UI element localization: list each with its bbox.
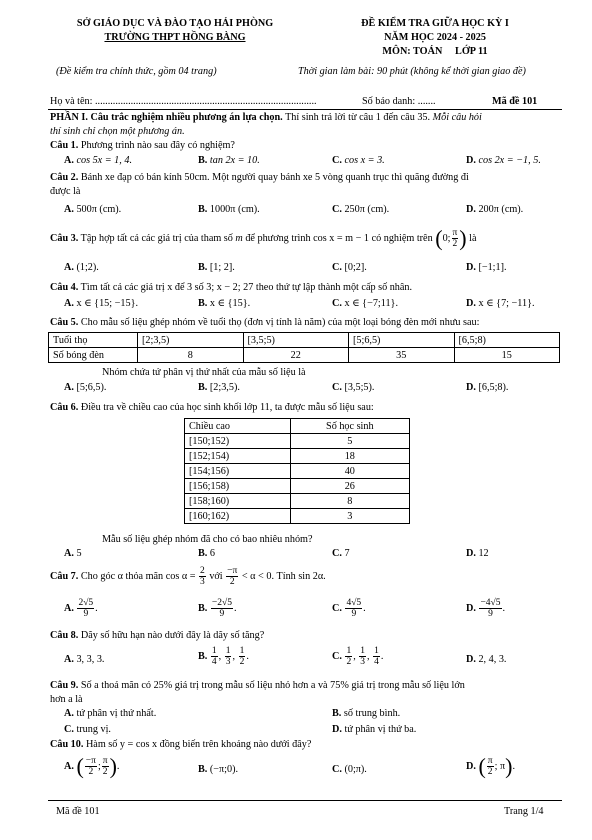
q1-text: Phương trình nào sau đây có nghiệm? — [78, 140, 235, 151]
table-row: [152;154) 18 — [185, 449, 410, 464]
sbd-field: Số báo danh: ....... — [362, 96, 436, 107]
footer-exam-code: Mã đề 101 — [56, 806, 100, 817]
table-row: Số bóng đèn 8 22 35 15 — [49, 348, 560, 363]
q5-option-d[interactable]: D. [6,5;8). — [466, 382, 509, 393]
q7-option-c[interactable]: C. $\frac{4√5}{9}$ . — [332, 598, 366, 619]
q3-option-b[interactable]: B. [1; 2]. — [198, 262, 235, 273]
table-row: [150;152) 5 — [185, 434, 410, 449]
q8-label: Câu 8. — [50, 630, 79, 641]
question-7: Câu 7. Cho góc α thỏa mãn cos α = $\frac{2}{3}$ với $\frac{-\pi}{2}$ < α < 0. Tính sin 2α. — [50, 566, 326, 587]
q10-option-a[interactable]: A. ( $\frac{-\pi}{2}$ ; $\frac{\pi}{2}$ ). — [64, 753, 120, 779]
q9-option-c[interactable]: C. trung vị. — [64, 724, 111, 735]
q6-option-d[interactable]: D. 12 — [466, 548, 489, 559]
part1-intro — [50, 112, 482, 123]
q10-label: Câu 10. — [50, 739, 84, 750]
q4-option-d[interactable]: D. x ∈ {7; −11}. — [466, 298, 535, 309]
q9-text: Số a thoả mãn có 25% giá trị trong mẫu số liệu nhỏ hơn a và 75% giá trị trong mẫu số liệu lớn — [78, 680, 465, 691]
q9-option-d[interactable]: D. tứ phân vị thứ ba. — [332, 724, 417, 735]
q2-option-a[interactable]: A. 500π (cm). — [64, 204, 122, 215]
q10-text: Hàm số y = cos x đồng biến trên khoảng nào dưới đây? — [83, 739, 312, 750]
q5-text: Cho mẫu số liệu ghép nhóm về tuổi thọ (đơn vị tính là năm) của một loại bóng đèn mới nhưu sau: — [78, 317, 480, 328]
question-1 — [50, 140, 235, 151]
q3-option-d[interactable]: D. [−1;1]. — [466, 262, 507, 273]
q5-option-c[interactable]: C. [3,5;5). — [332, 382, 375, 393]
q3-fraction: $\frac{\pi}{2}$ — [452, 228, 458, 249]
question-3: Câu 3. Tập hợp tất cả các giá trị của tham số m để phương trình cos x = m − 1 có nghiệm trên (0; $\frac{\pi}{2}$ ) là — [50, 225, 477, 251]
q4-option-b[interactable]: B. x ∈ {15}. — [198, 298, 251, 309]
q7-option-a[interactable]: A. $\frac{2√5}{9}$ . — [64, 598, 98, 619]
q5-option-a[interactable]: A. [5;6,5). — [64, 382, 107, 393]
question-9 — [50, 680, 465, 691]
q8-option-b[interactable]: B. $\frac{1}{4}$ , $\frac{1}{3}$ , $\frac{1}{2}$ . — [198, 646, 249, 667]
q8-text: Dãy số hữu hạn nào dưới đây là dãy số tăng? — [78, 630, 265, 641]
question-10 — [50, 739, 311, 750]
q5-option-b[interactable]: B. [2;3,5). — [198, 382, 240, 393]
table-row: [158;160) 8 — [185, 494, 410, 509]
part1-desc-line2: thí sinh chỉ chọn một phương án. — [50, 126, 185, 137]
question-6 — [50, 402, 374, 413]
q3-option-a[interactable]: A. (1;2). — [64, 262, 99, 273]
q6-prompt: Mẫu số liệu ghép nhóm đã cho có bao nhiêu nhóm? — [102, 534, 313, 545]
q4-label: Câu 4. — [50, 282, 79, 293]
part1-desc-italic: Mỗi câu hỏi — [430, 112, 482, 123]
q3-label: Câu 3. — [50, 232, 79, 244]
page-number: Trang 1/4 — [504, 806, 544, 817]
school-year: NĂM HỌC 2024 - 2025 — [384, 32, 486, 43]
q1-option-a[interactable]: A. cos 5x = 1, 4. — [64, 155, 132, 166]
q6-label: Câu 6. — [50, 402, 79, 413]
height-table — [184, 418, 410, 524]
exam-title: ĐỀ KIỂM TRA GIỮA HỌC KỲ I — [361, 18, 509, 29]
footer-divider — [48, 800, 562, 801]
q6-option-c[interactable]: C. 7 — [332, 548, 350, 559]
question-2 — [50, 172, 469, 183]
q10-option-b[interactable]: B. (−π;0). — [198, 764, 239, 775]
question-5 — [50, 317, 479, 328]
table-row: [160;162) 3 — [185, 509, 410, 524]
part1-desc: Thí sinh trả lời từ câu 1 đến câu 35. — [282, 112, 431, 123]
exam-code: Mã đề 101 — [492, 96, 538, 107]
q9-label: Câu 9. — [50, 680, 79, 691]
q7-option-d[interactable]: D. $\frac{-4√5}{9}$ . — [466, 598, 506, 619]
q4-text: Tìm tất cả các giá trị x để 3 số 3; x − 2; 27 theo thứ tự lập thành một cấp số nhân. — [78, 282, 413, 293]
q2-option-c[interactable]: C. 250π (cm). — [332, 204, 390, 215]
q8-option-d[interactable]: D. 2, 4, 3. — [466, 654, 507, 665]
q2-option-b[interactable]: B. 1000π (cm). — [198, 204, 260, 215]
q5-prompt: Nhóm chứa tứ phân vị thứ nhất của mẫu số liệu là — [102, 367, 306, 378]
q3-option-c[interactable]: C. [0;2]. — [332, 262, 367, 273]
q1-option-d[interactable]: D. cos 2x = −1, 5. — [466, 155, 541, 166]
q10-option-c[interactable]: C. (0;π). — [332, 764, 367, 775]
q2-label: Câu 2. — [50, 172, 79, 183]
q9-option-a[interactable]: A. tứ phân vị thứ nhất. — [64, 708, 157, 719]
q10-option-d[interactable]: D. ( $\frac{\pi}{2}$ ; π). — [466, 753, 515, 779]
table-header: Chiều cao Số học sinh — [185, 419, 410, 434]
part1-title: PHẦN I. Câu trắc nghiệm nhiều phương án lựa chọn. — [50, 112, 283, 123]
time-note: Thời gian làm bài: 90 phút (không kể thời gian giao đề) — [298, 66, 526, 77]
name-field: Họ và tên: ....................................................................................... — [50, 96, 317, 107]
school-name: TRƯỜNG THPT HỒNG BÀNG — [104, 32, 246, 43]
q4-option-c[interactable]: C. x ∈ {−7;11}. — [332, 298, 398, 309]
official-note: (Đề kiểm tra chính thức, gồm 04 trang) — [56, 66, 217, 77]
q7-label: Câu 7. — [50, 570, 79, 582]
q2-text-line2: được là — [50, 186, 81, 197]
table-row: [156;158) 26 — [185, 479, 410, 494]
q6-option-b[interactable]: B. 6 — [198, 548, 215, 559]
lifespan-table — [48, 332, 560, 363]
table-row: [154;156) 40 — [185, 464, 410, 479]
q1-option-c[interactable]: C. cos x = 3. — [332, 155, 385, 166]
q1-option-b[interactable]: B. tan 2x = 10. — [198, 155, 260, 166]
q8-option-c[interactable]: C. $\frac{1}{2}$ , $\frac{1}{3}$ , $\frac{1}{4}$ . — [332, 646, 384, 667]
q9-option-b[interactable]: B. số trung bình. — [332, 708, 401, 719]
q5-label: Câu 5. — [50, 317, 79, 328]
q2-option-d[interactable]: D. 200π (cm). — [466, 204, 524, 215]
department-name: SỞ GIÁO DỤC VÀ ĐÀO TẠO HẢI PHÒNG — [76, 18, 274, 29]
header-divider — [48, 109, 562, 110]
q4-option-a[interactable]: A. x ∈ {15; −15}. — [64, 298, 139, 309]
q9-text-line2: hơn a là — [50, 694, 83, 705]
q7-option-b[interactable]: B. $\frac{-2√5}{9}$ . — [198, 598, 237, 619]
question-4 — [50, 282, 412, 293]
question-8 — [50, 630, 264, 641]
q2-text: Bánh xe đạp có bán kính 50cm. Một người quay bánh xe 5 vòng quanh trục thì quãng đường đi — [78, 172, 469, 183]
subject-grade: MÔN: TOÁN LỚP 11 — [382, 46, 488, 57]
q6-text: Điều tra về chiều cao của học sinh khối lớp 11, ta được mẫu số liệu sau: — [78, 402, 374, 413]
q6-option-a[interactable]: A. 5 — [64, 548, 82, 559]
q8-option-a[interactable]: A. 3, 3, 3. — [64, 654, 105, 665]
table-row: Tuổi thọ [2;3,5) [3,5;5) [5;6,5) [6,5;8) — [49, 333, 560, 348]
q1-label: Câu 1. — [50, 140, 79, 151]
